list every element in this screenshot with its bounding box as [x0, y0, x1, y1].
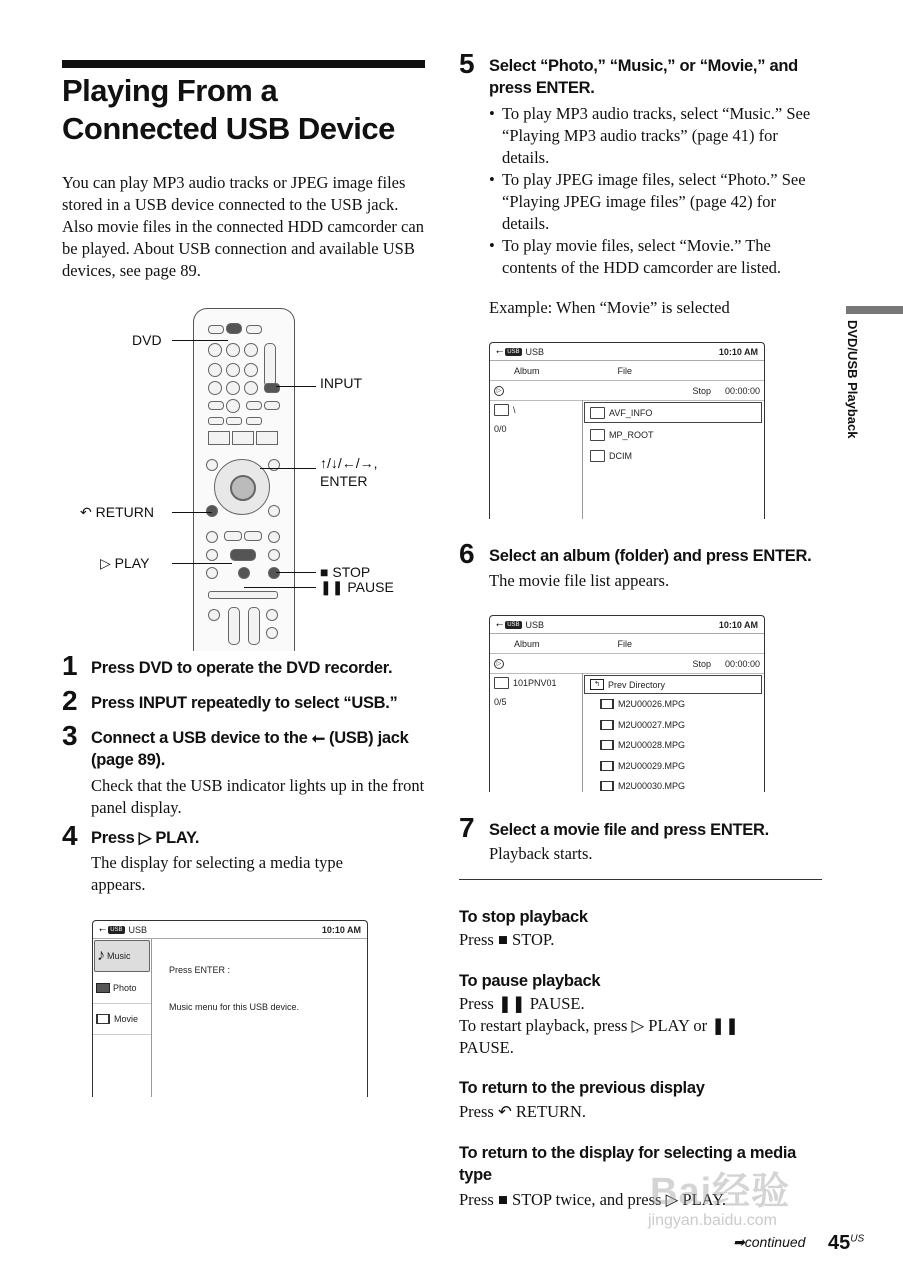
remote-button: [206, 549, 218, 561]
page-title: Playing From a Connected USB Device: [62, 73, 395, 146]
film-icon: [600, 699, 614, 709]
page-suffix: US: [850, 1233, 865, 1245]
col-album: Album: [514, 365, 540, 376]
remote-button: [208, 325, 224, 334]
step-number: 5: [459, 48, 475, 79]
movie-root-screen: [489, 342, 765, 519]
page-number: [828, 1232, 864, 1255]
remote-button: [208, 609, 220, 621]
remote-button: [206, 459, 218, 471]
music-note-icon: ♪: [97, 947, 105, 964]
number-button: [244, 343, 258, 357]
screen-time: 10:10 AM: [718, 346, 758, 357]
number-button: [244, 381, 258, 395]
col-file: File: [617, 638, 633, 649]
side-tab-text: DVD/USB Playback: [845, 320, 860, 439]
stop-button: [268, 567, 280, 579]
input-button: [264, 383, 280, 393]
remote-button: [208, 591, 278, 599]
file-item[interactable]: [584, 715, 762, 736]
file-pane: [584, 675, 762, 792]
step-heading: Select an album (folder) and press ENTER.: [489, 547, 812, 565]
callout-return: [80, 504, 154, 521]
tip-heading: To stop playback: [459, 908, 588, 926]
menu-item-label: Music: [107, 951, 131, 961]
callout-play-label: PLAY: [114, 555, 150, 571]
number-button: [208, 381, 222, 395]
folder-icon: [590, 407, 605, 419]
bullet-item: • To play movie files, select “Movie.” The contents of the HDD camcorder are listed.: [489, 235, 819, 279]
menu-item-movie[interactable]: [93, 1004, 151, 1035]
return-icon: ↶: [80, 504, 92, 520]
callout-line: [172, 563, 232, 564]
prev-directory-item[interactable]: [584, 675, 762, 694]
callout-enter: ENTER: [320, 473, 368, 489]
callout-pause-label: PAUSE: [347, 579, 394, 595]
tip-heading: To pause playback: [459, 972, 601, 990]
screen-header: [490, 343, 764, 361]
timecode: 00:00:00: [724, 385, 760, 396]
callout-arrows: ↑/↓/←/→,: [320, 455, 378, 471]
callout-line: [276, 572, 316, 573]
number-button: [208, 363, 222, 377]
section-divider: [459, 879, 822, 880]
menu-item-music[interactable]: [94, 940, 150, 972]
file-item[interactable]: [584, 756, 762, 777]
album-name: 101PNV01: [513, 677, 557, 688]
folder-icon: [494, 404, 509, 416]
remote-button: [268, 549, 280, 561]
usb-badge: USB: [507, 348, 520, 355]
step-heading: Connect a USB device to the ⭠ (USB) jack (page 89).: [91, 729, 409, 769]
file-name: M2U00030.MPG: [618, 781, 686, 792]
callout-stop-label: STOP: [332, 564, 371, 580]
film-icon: [600, 720, 614, 730]
step5-bullets: [489, 103, 819, 279]
bullet-item: • To play JPEG image files, select “Photo.” See “Playing JPEG image files” (page 42) for details.: [489, 169, 819, 235]
album-count: 0/0: [494, 423, 507, 434]
pause-icon: ❚❚: [320, 579, 344, 595]
callout-line: [244, 587, 316, 588]
tip-line: Press ■ STOP.: [459, 930, 555, 949]
timecode: 00:00:00: [724, 658, 760, 669]
callout-stop: [320, 564, 370, 580]
step-number: 4: [62, 820, 78, 851]
file-name: M2U00027.MPG: [618, 719, 686, 730]
screen-header: [93, 921, 367, 939]
continued-note: [733, 1234, 805, 1251]
file-name: M2U00029.MPG: [618, 760, 686, 771]
screen-message: Press ENTER :: [169, 965, 231, 975]
screen-header: [490, 616, 764, 634]
pause-button: [238, 567, 250, 579]
remote-button: [266, 627, 278, 639]
file-item[interactable]: [584, 446, 762, 465]
color-button: [232, 431, 254, 445]
status-row: [490, 381, 764, 401]
remote-button: [268, 459, 280, 471]
remote-button: [264, 401, 280, 410]
remote-control: [193, 308, 295, 651]
step-heading: Press ▷ PLAY.: [91, 829, 200, 847]
side-tab-label: [828, 320, 868, 460]
file-item[interactable]: [584, 776, 762, 792]
usb-icon: ⭠: [496, 346, 504, 356]
watermark-url: jingyan.baidu.com: [648, 1212, 777, 1229]
intro-paragraph: You can play MP3 audio tracks or JPEG image files stored in a USB device connected to the USB jack. Also movie files in the connected HDD camcorder can be played. About USB connection and available USB devices, see page 89.: [62, 173, 424, 280]
remote-button: [226, 417, 242, 425]
page-number-value: 45: [828, 1232, 851, 1254]
number-button: [244, 363, 258, 377]
arrow-right-icon: ➡: [733, 1234, 745, 1250]
screen-title: USB: [128, 924, 148, 935]
remote-button: [266, 609, 278, 621]
stop-status-icon: ▷: [494, 386, 504, 396]
file-pane: [584, 402, 762, 465]
file-item[interactable]: [584, 735, 762, 756]
menu-item-label: Movie: [114, 1014, 139, 1024]
remote-button: [268, 505, 280, 517]
screen-time: 10:10 AM: [321, 924, 361, 935]
tip-line: Press ■ STOP twice, and press ▷ PLAY.: [459, 1190, 726, 1209]
dvd-button: [226, 323, 242, 334]
callout-dvd: DVD: [132, 332, 162, 348]
step-heading: Press INPUT repeatedly to select “USB.”: [91, 694, 398, 712]
file-name: M2U00028.MPG: [618, 740, 686, 751]
media-select-screen: [92, 920, 368, 1097]
col-album: Album: [514, 638, 540, 649]
usb-badge: USB: [507, 621, 520, 628]
number-button: [226, 343, 240, 357]
album-count: 0/5: [494, 696, 507, 707]
status-row: [490, 654, 764, 674]
film-icon: [600, 781, 614, 791]
step-number: 6: [459, 538, 475, 569]
callout-line: [172, 512, 212, 513]
callout-line: [172, 340, 228, 341]
step-heading: Select a movie file and press ENTER.: [489, 821, 769, 839]
film-icon: [600, 740, 614, 750]
remote-button: [246, 417, 262, 425]
folder-icon: [494, 677, 509, 689]
step-number: 3: [62, 720, 78, 751]
callout-line: [276, 386, 316, 387]
remote-button: [246, 325, 262, 334]
step-body: Playback starts.: [489, 844, 593, 863]
file-name: MP_ROOT: [609, 429, 654, 440]
step-heading: Select “Photo,” “Music,” or “Movie,” and press ENTER.: [489, 57, 798, 97]
playback-status: Stop: [692, 658, 711, 669]
step-number: 7: [459, 812, 475, 843]
tip-heading: To return to the display for selecting a media type: [459, 1144, 797, 1184]
playback-status: Stop: [692, 385, 711, 396]
tip-heading: To return to the previous display: [459, 1079, 705, 1097]
screen-message: Music menu for this USB device.: [169, 1002, 300, 1012]
remote-button: [268, 531, 280, 543]
remote-button: [208, 417, 224, 425]
callout-return-label: RETURN: [95, 504, 154, 520]
folder-icon: [590, 450, 605, 462]
play-icon: ▷: [100, 555, 111, 571]
remote-button: [246, 401, 262, 410]
file-name: M2U00026.MPG: [618, 699, 686, 710]
tip-line: Press ❚❚ PAUSE.: [459, 994, 585, 1013]
side-tab-bar: [846, 306, 903, 314]
column-header: [490, 361, 764, 381]
file-item-selected[interactable]: [584, 402, 762, 423]
enter-button: [230, 475, 256, 501]
example-caption: Example: When “Movie” is selected: [489, 298, 730, 317]
file-item[interactable]: [584, 425, 762, 444]
album-item[interactable]: [490, 673, 582, 692]
play-button: [230, 549, 256, 561]
return-button: [206, 505, 218, 517]
screen-time: 10:10 AM: [718, 619, 758, 630]
file-name: AVF_INFO: [609, 407, 653, 418]
step-body: Check that the USB indicator lights up in the front panel display.: [91, 776, 425, 817]
number-button: [226, 381, 240, 395]
media-menu: [93, 939, 152, 1097]
column-header: [490, 634, 764, 654]
color-button: [208, 431, 230, 445]
film-icon: [96, 1014, 110, 1024]
menu-item-photo[interactable]: [93, 973, 151, 1004]
back-folder-icon: ↰: [590, 679, 604, 690]
title-rule: [62, 60, 425, 68]
step-body: The movie file list appears.: [489, 571, 670, 590]
album-name: \: [513, 404, 516, 415]
remote-button: [224, 531, 242, 541]
color-button: [256, 431, 278, 445]
step-body: The display for selecting a media type appears.: [91, 853, 343, 894]
number-button: [226, 363, 240, 377]
callout-input: INPUT: [320, 375, 362, 391]
callout-line: [260, 468, 316, 469]
screen-title: USB: [525, 619, 545, 630]
screen-title: USB: [525, 346, 545, 357]
remote-button: [208, 401, 224, 410]
tip-line: To restart playback, press ▷ PLAY or ❚❚ PAUSE.: [459, 1016, 739, 1057]
remote-button: [206, 567, 218, 579]
remote-button: [206, 531, 218, 543]
file-name: Prev Directory: [608, 679, 666, 690]
number-button: [226, 399, 240, 413]
callout-play: [100, 555, 149, 572]
continued-text: continued: [744, 1234, 806, 1250]
stop-icon: ■: [320, 564, 329, 580]
album-pane: [490, 673, 583, 792]
file-item[interactable]: [584, 694, 762, 715]
photo-icon: [96, 983, 110, 993]
remote-button: [244, 531, 262, 541]
col-file: File: [617, 365, 633, 376]
callout-pause: [320, 579, 394, 596]
usb-icon: ⭠: [496, 619, 504, 629]
album-item[interactable]: [490, 400, 582, 419]
watermark-logo: Bai经验: [650, 1171, 791, 1213]
remote-rocker: [248, 607, 260, 645]
menu-item-label: Photo: [113, 983, 137, 993]
tip-line: Press ↶ RETURN.: [459, 1102, 587, 1121]
folder-icon: [590, 429, 605, 441]
file-name: DCIM: [609, 450, 632, 461]
step-number: 1: [62, 650, 78, 681]
stop-status-icon: ▷: [494, 659, 504, 669]
number-button: [208, 343, 222, 357]
usb-icon: ⭠: [99, 924, 107, 934]
step-heading: Press DVD to operate the DVD recorder.: [91, 659, 393, 677]
remote-rocker: [228, 607, 240, 645]
movie-file-screen: [489, 615, 765, 792]
bullet-item: • To play MP3 audio tracks, select “Music.” See “Playing MP3 audio tracks” (page 41) for details.: [489, 103, 819, 169]
film-icon: [600, 761, 614, 771]
album-pane: [490, 400, 583, 519]
usb-badge: USB: [110, 926, 123, 933]
volume-rocker: [264, 343, 276, 387]
step-number: 2: [62, 685, 78, 716]
